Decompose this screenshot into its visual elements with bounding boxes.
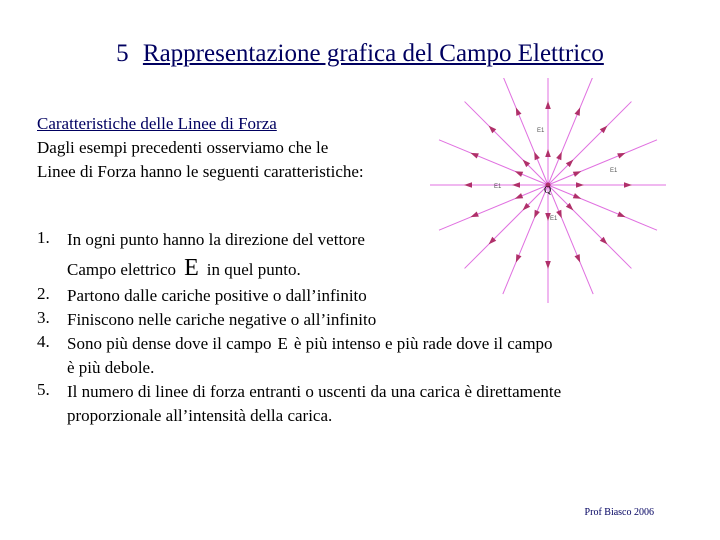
- field-arrow: [574, 107, 580, 115]
- field-arrow: [470, 153, 478, 159]
- intro-block: [37, 112, 364, 184]
- section-heading: Caratteristiche delle Linee di Forza: [37, 114, 277, 133]
- field-arrow: [512, 182, 520, 188]
- field-arrow: [534, 152, 540, 160]
- item-number: 1.: [37, 228, 50, 247]
- vector-e-symbol: E: [184, 255, 199, 281]
- slide-title: [0, 40, 720, 68]
- field-arrow: [573, 193, 581, 199]
- intro-line-1: Dagli esempi precedenti osserviamo che le: [37, 138, 329, 157]
- charge-label: Q: [544, 185, 552, 196]
- field-label-left: E1: [494, 184, 502, 190]
- item-text: è più intenso e più rade dove il campo: [293, 334, 553, 353]
- field-arrow: [556, 152, 562, 160]
- field-arrow: [534, 210, 540, 218]
- field-arrow: [545, 101, 551, 109]
- list-item: [37, 284, 677, 308]
- field-arrow: [624, 182, 632, 188]
- field-arrow: [464, 182, 472, 188]
- item-text: Partono dalle cariche positive o dall’infinito: [67, 286, 367, 305]
- item-number: 4.: [37, 332, 50, 351]
- item-number: 5.: [37, 380, 50, 399]
- field-line: [465, 102, 548, 185]
- list-item: [37, 332, 677, 380]
- item-number: 2.: [37, 284, 50, 303]
- list-item: [37, 308, 677, 332]
- field-arrow: [515, 171, 523, 177]
- item-text: Campo elettrico: [67, 260, 177, 279]
- footer-credit: Prof Biasco 2006: [584, 507, 654, 518]
- slide-number: 5: [116, 40, 129, 67]
- item-text: è più debole.: [67, 358, 155, 377]
- field-label-top: E1: [537, 128, 545, 134]
- field-arrow: [573, 171, 581, 177]
- item-text: in quel punto.: [206, 260, 301, 279]
- vector-e-symbol: E: [277, 334, 288, 353]
- field-label-bottom: E1: [550, 216, 558, 222]
- list-item: [37, 380, 677, 428]
- item-text: proporzionale all’intensità della carica.: [67, 406, 333, 425]
- item-text: Il numero di linee di forza entranti o uscenti da una carica è direttamente: [67, 382, 562, 401]
- item-text: Finiscono nelle cariche negative o all’infinito: [67, 310, 377, 329]
- field-arrow: [617, 211, 625, 217]
- intro-line-2: Linee di Forza hanno le seguenti caratteristiche:: [37, 162, 364, 181]
- field-arrow: [515, 193, 523, 199]
- field-line: [548, 102, 631, 185]
- characteristics-list: [37, 228, 677, 428]
- list-item: [37, 228, 677, 284]
- slide-title-text: Rappresentazione grafica del Campo Elettrico: [142, 40, 604, 67]
- field-arrow: [576, 182, 584, 188]
- item-text: Sono più dense dove il campo: [67, 334, 272, 353]
- field-arrow: [470, 211, 478, 217]
- field-arrow: [545, 149, 551, 157]
- item-number: 3.: [37, 308, 50, 327]
- field-arrow: [617, 153, 625, 159]
- field-arrow: [516, 107, 522, 115]
- field-label-right: E1: [610, 168, 618, 174]
- item-text: In ogni punto hanno la direzione del vettore: [67, 230, 365, 249]
